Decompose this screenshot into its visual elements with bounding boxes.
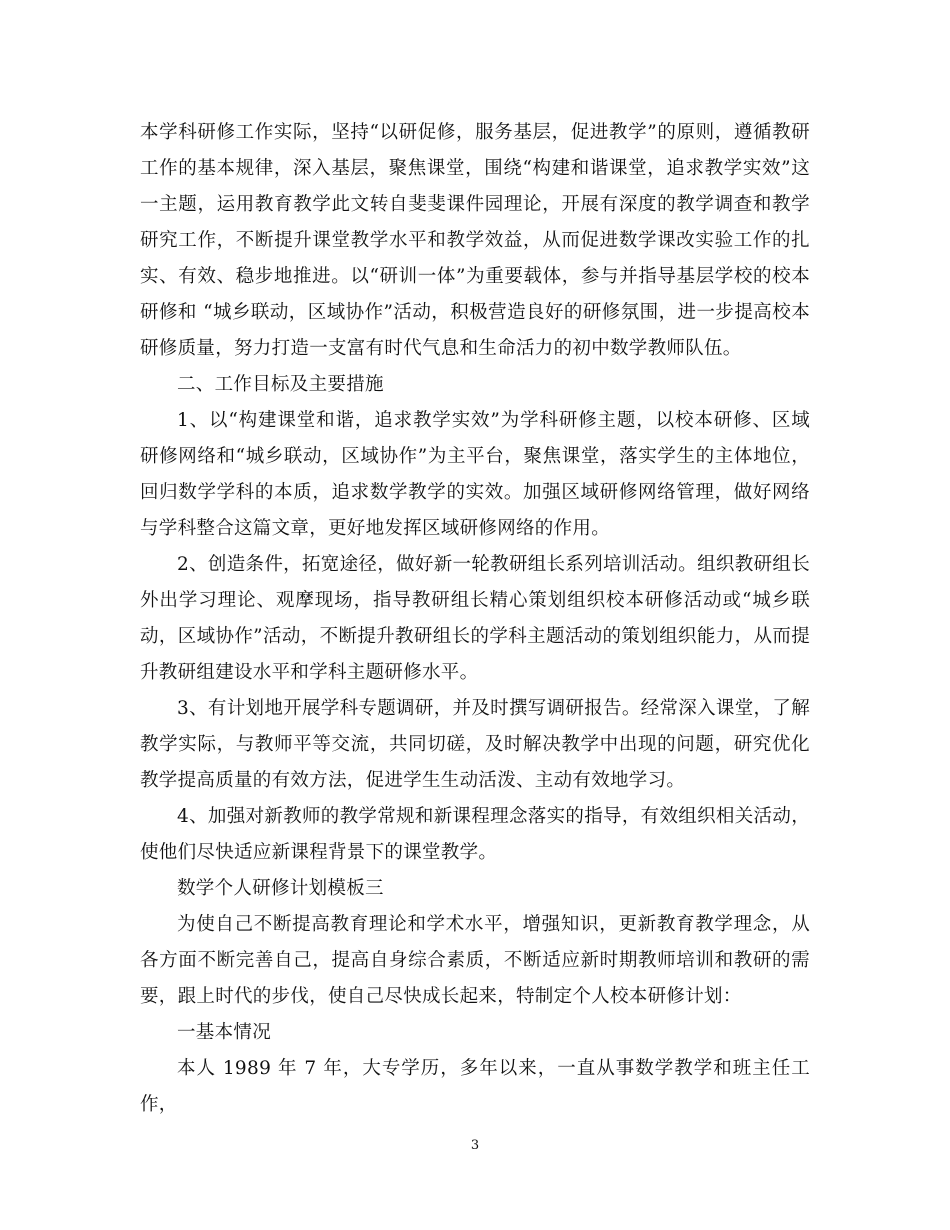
paragraph-basic-situation: 本人 1989 年 7 年，大专学历，多年以来，一直从事数学教学和班主任工作，: [140, 1058, 810, 1115]
paragraph-measure-3: 3、有计划地开展学科专题调研，并及时撰写调研报告。经常深入课堂，了解教学实际，与教师平等交流，共同切磋，及时解决教学中出现的问题，研究优化教学提高质量的有效方法，促进学生生动活泼、主动有效地学习。: [140, 698, 810, 791]
paragraph-measure-4: 4、加强对新教师的教学常规和新课程理念落实的指导，有效组织相关活动，使他们尽快适应新课程背景下的课堂教学。: [140, 806, 810, 863]
paragraph-plan-purpose: 为使自己不断提高教育理论和学术水平，增强知识，更新教育教学理念，从各方面不断完善自己，提高自身综合素质，不断适应新时期教师培训和教研的需要，跟上时代的步伐，使自己尽快成长起来，特制定个人校本研修计划：: [140, 914, 810, 1007]
section-heading-goals-measures: 二、工作目标及主要措施: [177, 374, 384, 395]
paragraph-measure-2: 2、创造条件，拓宽途径，做好新一轮教研组长系列培训活动。组织教研组长外出学习理论、观摩现场，指导教研组长精心策划组织校本研修活动或“城乡联动，区域协作”活动，不断提升教研组长的学科主题活动的策划组织能力，从而提升教研组建设水平和学科主题研修水平。: [140, 554, 810, 683]
heading-basic-situation: 一基本情况: [177, 1022, 272, 1043]
paragraph-measure-1: 1、以“构建课堂和谐，追求教学实效”为学科研修主题，以校本研修、区域研修网络和“城乡联动，区域协作”为主平台，聚焦课堂，落实学生的主体地位，回归数学学科的本质，追求数学教学的实效。加强区域研修网络管理，做好网络与学科整合这篇文章，更好地发挥区域研修网络的作用。: [140, 410, 810, 539]
paragraph-intro-continuation: 本学科研修工作实际，坚持“以研促修，服务基层，促进教学”的原则，遵循教研工作的基本规律，深入基层，聚焦课堂，围绕“构建和谐课堂，追求教学实效”这一主题，运用教育教学此文转自斐斐课件园理论，开展有深度的教学调查和教学研究工作，不断提升课堂教学水平和教学效益，从而促进数学课改实验工作的扎实、有效、稳步地推进。以“研训一体”为重要载体，参与并指导基层学校的校本研修和 “城乡联动，区域协作”活动，积极营造良好的研修氛围，进一步提高校本研修质量，努力打造一支富有时代气息和生命活力的初中数学教师队伍。: [140, 122, 810, 359]
heading-template-three: 数学个人研修计划模板三: [177, 878, 384, 899]
page-number: 3: [470, 1138, 480, 1153]
document-body: [140, 115, 810, 1123]
